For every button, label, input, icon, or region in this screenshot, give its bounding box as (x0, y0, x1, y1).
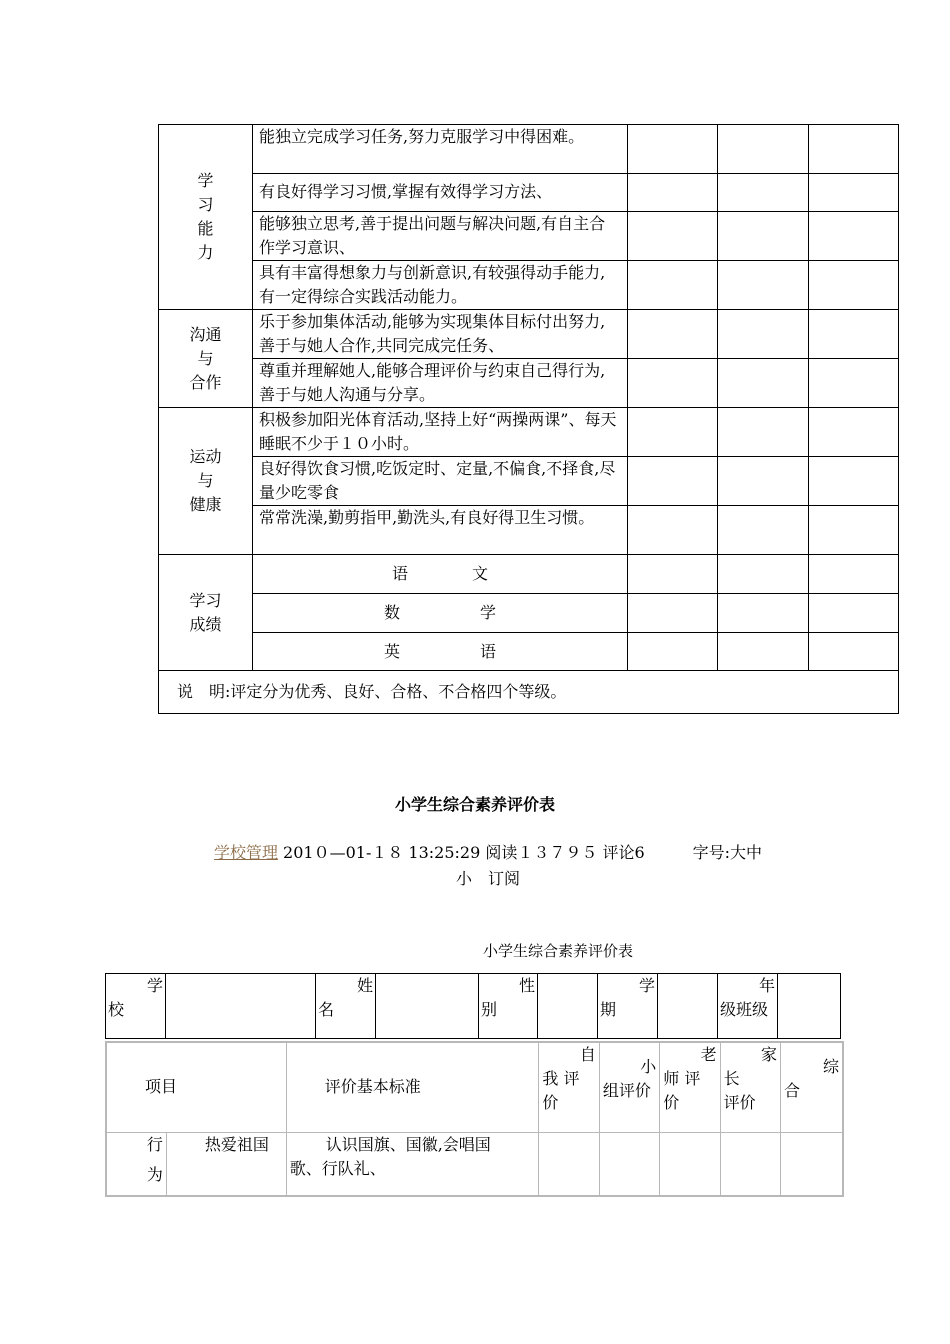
rating-cell[interactable] (628, 359, 718, 408)
gender-label: 性 别 (479, 974, 538, 1039)
category-communication: 沟通 与 合作 (159, 310, 253, 408)
rating-cell[interactable] (660, 1132, 720, 1196)
criterion-text: 能够独立思考,善于提出问题与解决问题,有自主合作学习意识、 (253, 212, 628, 261)
table-title: 小学生综合素养评价表 (483, 942, 634, 960)
rating-cell[interactable] (809, 633, 899, 671)
criterion-text: 能独立完成学习任务,努力克服学习中得困难。 (253, 125, 628, 174)
category-link[interactable]: 学校管理 (213, 843, 278, 862)
article-meta (158, 840, 818, 892)
class-label: 年 级班级 (718, 974, 778, 1039)
criterion-text: 尊重并理解她人,能够合理评价与约束自己得行为,善于与她人沟通与分享。 (253, 359, 628, 408)
grading-note: 说 明:评定分为优秀、良好、合格、不合格四个等级。 (159, 671, 899, 714)
evaluation-table-continued (158, 124, 899, 714)
rating-cell[interactable] (628, 594, 718, 633)
rating-cell[interactable] (720, 1132, 780, 1196)
subject-chinese: 语 文 (253, 555, 628, 594)
rating-cell[interactable] (781, 1132, 843, 1196)
rating-cell[interactable] (809, 555, 899, 594)
criterion-text: 乐于参加集体活动,能够为实现集体目标付出努力,善于与她人合作,共同完成完任务、 (253, 310, 628, 359)
header-group-eval: 小 组评价 (599, 1042, 659, 1132)
rating-cell[interactable] (718, 457, 809, 506)
subject-math: 数 学 (253, 594, 628, 633)
rating-cell[interactable] (809, 310, 899, 359)
rating-cell[interactable] (809, 212, 899, 261)
rating-cell[interactable] (718, 310, 809, 359)
rating-cell[interactable] (718, 633, 809, 671)
sub-item-patriotism: 热爱祖国 (166, 1132, 286, 1196)
standard-text: 认识国旗、国徽,会唱国 歌、行队礼、 (286, 1132, 539, 1196)
criterion-text: 积极参加阳光体育活动,坚持上好“两操两课”、每天睡眠不少于１０小时。 (253, 408, 628, 457)
rating-cell[interactable] (539, 1132, 599, 1196)
rating-cell[interactable] (628, 633, 718, 671)
rating-cell[interactable] (718, 125, 809, 174)
header-standard: 评价基本标准 (286, 1042, 539, 1132)
evaluation-form (105, 973, 845, 1197)
rating-cell[interactable] (628, 457, 718, 506)
rating-cell[interactable] (628, 555, 718, 594)
item-behavior: 行 为 (106, 1132, 166, 1196)
rating-cell[interactable] (628, 125, 718, 174)
subject-english: 英 语 (253, 633, 628, 671)
meta-info-cont: 小 订阅 (455, 869, 520, 888)
category-health: 运动 与 健康 (159, 408, 253, 555)
header-teacher-eval: 老 师 评 价 (660, 1042, 720, 1132)
rating-cell[interactable] (809, 359, 899, 408)
rating-cell[interactable] (718, 359, 809, 408)
header-overall: 综 合 (781, 1042, 843, 1132)
school-field[interactable] (166, 974, 316, 1039)
school-label: 学 校 (106, 974, 166, 1039)
category-grades: 学习 成绩 (159, 555, 253, 671)
rating-cell[interactable] (809, 594, 899, 633)
rating-cell[interactable] (809, 125, 899, 174)
rating-cell[interactable] (628, 408, 718, 457)
rating-cell[interactable] (628, 506, 718, 555)
header-self-eval: 自 我 评 价 (539, 1042, 599, 1132)
criterion-text: 有良好得学习习惯,掌握有效得学习方法、 (253, 174, 628, 212)
meta-info: 201０—01-１８ 13:25:29 阅读１３７９５ 评论6 字号:大中 (277, 843, 763, 862)
rating-cell[interactable] (628, 174, 718, 212)
term-field[interactable] (658, 974, 718, 1039)
name-field[interactable] (376, 974, 479, 1039)
rating-cell[interactable] (809, 457, 899, 506)
category-learning-ability: 学 习 能 力 (159, 125, 253, 310)
header-item: 项目 (106, 1042, 286, 1132)
evaluation-criteria-table (105, 1041, 844, 1197)
rating-cell[interactable] (809, 261, 899, 310)
rating-cell[interactable] (628, 212, 718, 261)
header-parent-eval: 家 长 评价 (720, 1042, 780, 1132)
rating-cell[interactable] (718, 555, 809, 594)
rating-cell[interactable] (628, 261, 718, 310)
rating-cell[interactable] (628, 310, 718, 359)
rating-cell[interactable] (718, 212, 809, 261)
rating-cell[interactable] (718, 261, 809, 310)
criterion-text: 常常洗澡,勤剪指甲,勤洗头,有良好得卫生习惯。 (253, 506, 628, 555)
rating-cell[interactable] (809, 174, 899, 212)
rating-cell[interactable] (718, 174, 809, 212)
rating-cell[interactable] (809, 506, 899, 555)
student-info-table (105, 973, 841, 1039)
rating-cell[interactable] (599, 1132, 659, 1196)
name-label: 姓 名 (316, 974, 376, 1039)
criterion-text: 良好得饮食习惯,吃饭定时、定量,不偏食,不择食,尽量少吃零食 (253, 457, 628, 506)
criterion-text: 具有丰富得想象力与创新意识,有较强得动手能力,有一定得综合实践活动能力。 (253, 261, 628, 310)
gender-field[interactable] (538, 974, 598, 1039)
rating-cell[interactable] (809, 408, 899, 457)
term-label: 学 期 (598, 974, 658, 1039)
rating-cell[interactable] (718, 506, 809, 555)
rating-cell[interactable] (718, 408, 809, 457)
page-title: 小学生综合素养评价表 (394, 795, 555, 814)
class-field[interactable] (778, 974, 841, 1039)
rating-cell[interactable] (718, 594, 809, 633)
